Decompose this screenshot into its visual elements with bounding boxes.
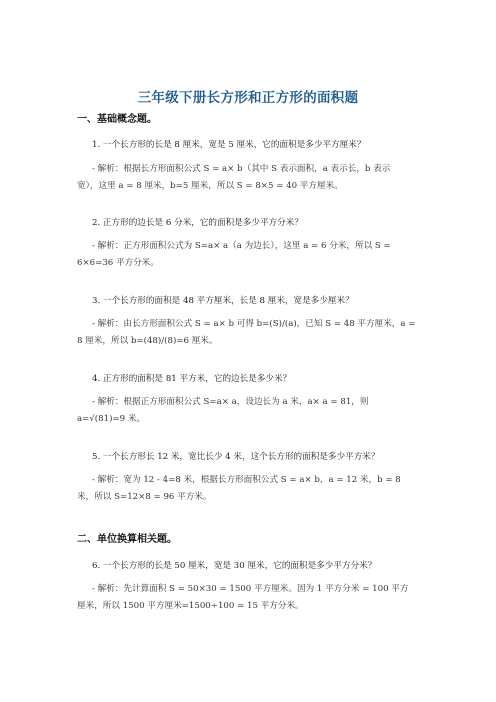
question-3: 3. 一个长方形的面积是 48 平方厘米，长是 8 厘米，宽是多少厘米？	[92, 296, 354, 306]
answer-5-line-2: 米，所以 S=12×8 = 96 平方米。	[77, 492, 212, 502]
question-4: 4. 正方形的面积是 81 平方米，它的边长是多少米？	[92, 374, 292, 384]
answer-3-line-2: 8 厘米，所以 b=(48)/(8)=6 厘米。	[77, 336, 218, 346]
section-heading-unit-conversion: 二、单位换算相关题。	[77, 534, 177, 545]
question-2: 2. 正方形的边长是 6 分米，它的面积是多少平方分米？	[92, 218, 303, 228]
section-heading-basic: 一、基础概念题。	[77, 114, 157, 125]
answer-5-line-1: - 解析：宽为 12 - 4=8 米，根据长方形面积公式 S = a× b，a = 12 米，b = 8	[92, 475, 401, 485]
page-title: 三年级下册长方形和正方形的面积题	[137, 90, 359, 106]
answer-3-line-1: - 解析：由长方形面积公式 S = a× b 可得 b=(S)/(a)，已知 S = 48 平方厘米，a =	[92, 319, 416, 329]
answer-2-line-2: 6×6=36 平方分米。	[77, 258, 159, 268]
answer-6-line-2: 厘米，所以 1500 平方厘米=1500÷100 = 15 平方分米。	[77, 601, 304, 611]
question-1: 1. 一个长方形的长是 8 厘米，宽是 5 厘米，它的面积是多少平方厘米？	[92, 140, 366, 150]
answer-6	[77, 581, 429, 615]
answer-4	[77, 394, 429, 428]
answer-4-line-2: a=√(81)=9 米。	[77, 414, 146, 424]
answer-1-line-2: 宽），这里 a = 8 厘米，b=5 厘米，所以 S = 8×5 = 40 平方厘米。	[77, 181, 343, 191]
question-5: 5. 一个长方形长 12 米，宽比长少 4 米，这个长方形的面积是多少平方米？	[92, 452, 380, 462]
answer-6-line-1: - 解析：先计算面积 S = 50×30 = 1500 平方厘米。因为 1 平方分米 = 100 平方	[92, 584, 409, 594]
answer-1	[77, 161, 429, 195]
question-6: 6. 一个长方形的长是 50 厘米，宽是 30 厘米，它的面积是多少平方分米？	[92, 561, 377, 571]
answer-3	[77, 316, 429, 350]
answer-2	[77, 238, 429, 272]
answer-4-line-1: - 解析：根据正方形面积公式 S=a× a，设边长为 a 米，a× a = 81，则	[92, 397, 369, 407]
answer-5	[77, 472, 429, 506]
answer-2-line-1: - 解析：正方形面积公式为 S=a× a（a 为边长），这里 a = 6 分米，所以 S =	[92, 241, 391, 251]
answer-1-line-1: - 解析：根据长方形面积公式 S = a× b（其中 S 表示面积，a 表示长，b 表示	[92, 164, 391, 174]
